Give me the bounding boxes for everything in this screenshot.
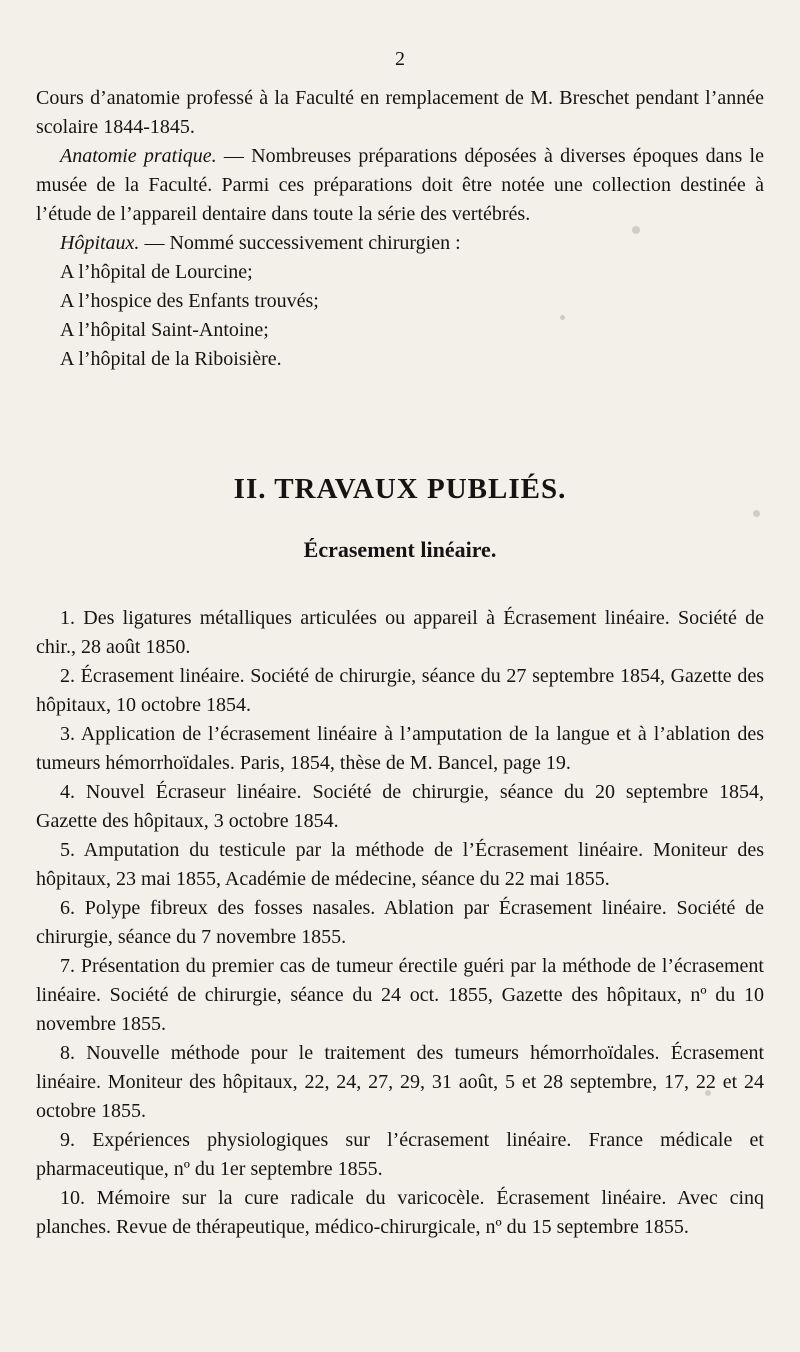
hospital-item: A l’hospice des Enfants trouvés; (60, 290, 319, 312)
publication-item (36, 662, 764, 720)
page-number: 2 (395, 48, 405, 70)
hospital-item: A l’hôpital de Lourcine; (60, 261, 253, 283)
publication-text: Des ligatures métalliques articulées ou appareil à Écrasement linéaire. Société de chir., 28 août 1850. (36, 607, 764, 658)
anatomy-label: Anatomie pratique. (60, 145, 217, 167)
publication-item (36, 836, 764, 894)
publication-item (36, 778, 764, 836)
intro-paragraph: Cours d’anatomie professé à la Faculté en remplacement de M. Breschet pendant l’année scolaire 1844-1845. (36, 87, 764, 138)
publication-number: 4. (60, 781, 75, 803)
publication-text: Application de l’écrasement linéaire à l’amputation de la langue et à l’ablation des tumeurs hémorrhoïdales. Paris, 1854, thèse de M. Bancel, page 19. (36, 723, 764, 774)
hospitals-text: — Nommé successivement chirurgien : (139, 232, 461, 254)
publication-text: Présentation du premier cas de tumeur érectile guéri par la méthode de l’écrasement linéaire. Société de chirurgie, séance du 24 oct. 1855, Gazette des hôpitaux, nº du 10 novembre 1855. (36, 955, 764, 1035)
hospital-item: A l’hôpital Saint-Antoine; (60, 319, 269, 341)
publication-text: Écrasement linéaire. Société de chirurgie, séance du 27 septembre 1854, Gazette des hôpitaux, 10 octobre 1854. (36, 665, 764, 716)
publication-item (36, 604, 764, 662)
publication-text: Amputation du testicule par la méthode de l’Écrasement linéaire. Moniteur des hôpitaux, 23 mai 1855, Académie de médecine, séance du 22 mai 1855. (36, 839, 764, 890)
publication-item (36, 1039, 764, 1126)
publication-item (36, 952, 764, 1039)
publication-number: 2. (60, 665, 75, 687)
publication-item (36, 1184, 764, 1242)
anatomy-paragraph (36, 142, 764, 229)
section-title: II. TRAVAUX PUBLIÉS. (233, 473, 567, 505)
publication-item (36, 1126, 764, 1184)
publication-text: Nouvel Écraseur linéaire. Société de chirurgie, séance du 20 septembre 1854, Gazette des hôpitaux, 3 octobre 1854. (36, 781, 764, 832)
hospital-item: A l’hôpital de la Riboisière. (60, 348, 282, 370)
hospitals-label: Hôpitaux. (60, 232, 140, 254)
publication-text: Mémoire sur la cure radicale du varicocèle. Écrasement linéaire. Avec cinq planches. Revue de thérapeutique, médico-chirurgicale, nº du 15 septembre 1855. (36, 1187, 764, 1238)
publication-number: 10. (60, 1187, 85, 1209)
publication-number: 5. (60, 839, 75, 861)
publication-text: Expériences physiologiques sur l’écrasement linéaire. France médicale et pharmaceutique, nº du 1er septembre 1855. (36, 1129, 764, 1180)
publication-number: 3. (60, 723, 75, 745)
subsection-title: Écrasement linéaire. (303, 537, 497, 562)
hospitals-paragraph (36, 229, 764, 258)
publication-number: 6. (60, 897, 75, 919)
hospital-list (36, 258, 764, 374)
publication-item (36, 894, 764, 952)
publication-text: Nouvelle méthode pour le traitement des tumeurs hémorrhoïdales. Écrasement linéaire. Moniteur des hôpitaux, 22, 24, 27, 29, 31 août, 5 et 28 septembre, 17, 22 et 24 octobre 1855. (36, 1042, 764, 1122)
publication-item (36, 720, 764, 778)
publication-text: Polype fibreux des fosses nasales. Ablation par Écrasement linéaire. Société de chirurgie, séance du 7 novembre 1855. (36, 897, 764, 948)
anatomy-text: — Nombreuses préparations déposées à diverses époques dans le musée de la Faculté. Parmi ces préparations doit être notée une collection destinée à l’étude de l’appareil dentaire dans toute la série des vertébrés. (36, 145, 764, 225)
publication-list (36, 604, 764, 1242)
publication-number: 9. (60, 1129, 75, 1151)
publication-number: 8. (60, 1042, 75, 1064)
publication-number: 1. (60, 607, 75, 629)
page-content (36, 84, 764, 1242)
publication-number: 7. (60, 955, 75, 977)
